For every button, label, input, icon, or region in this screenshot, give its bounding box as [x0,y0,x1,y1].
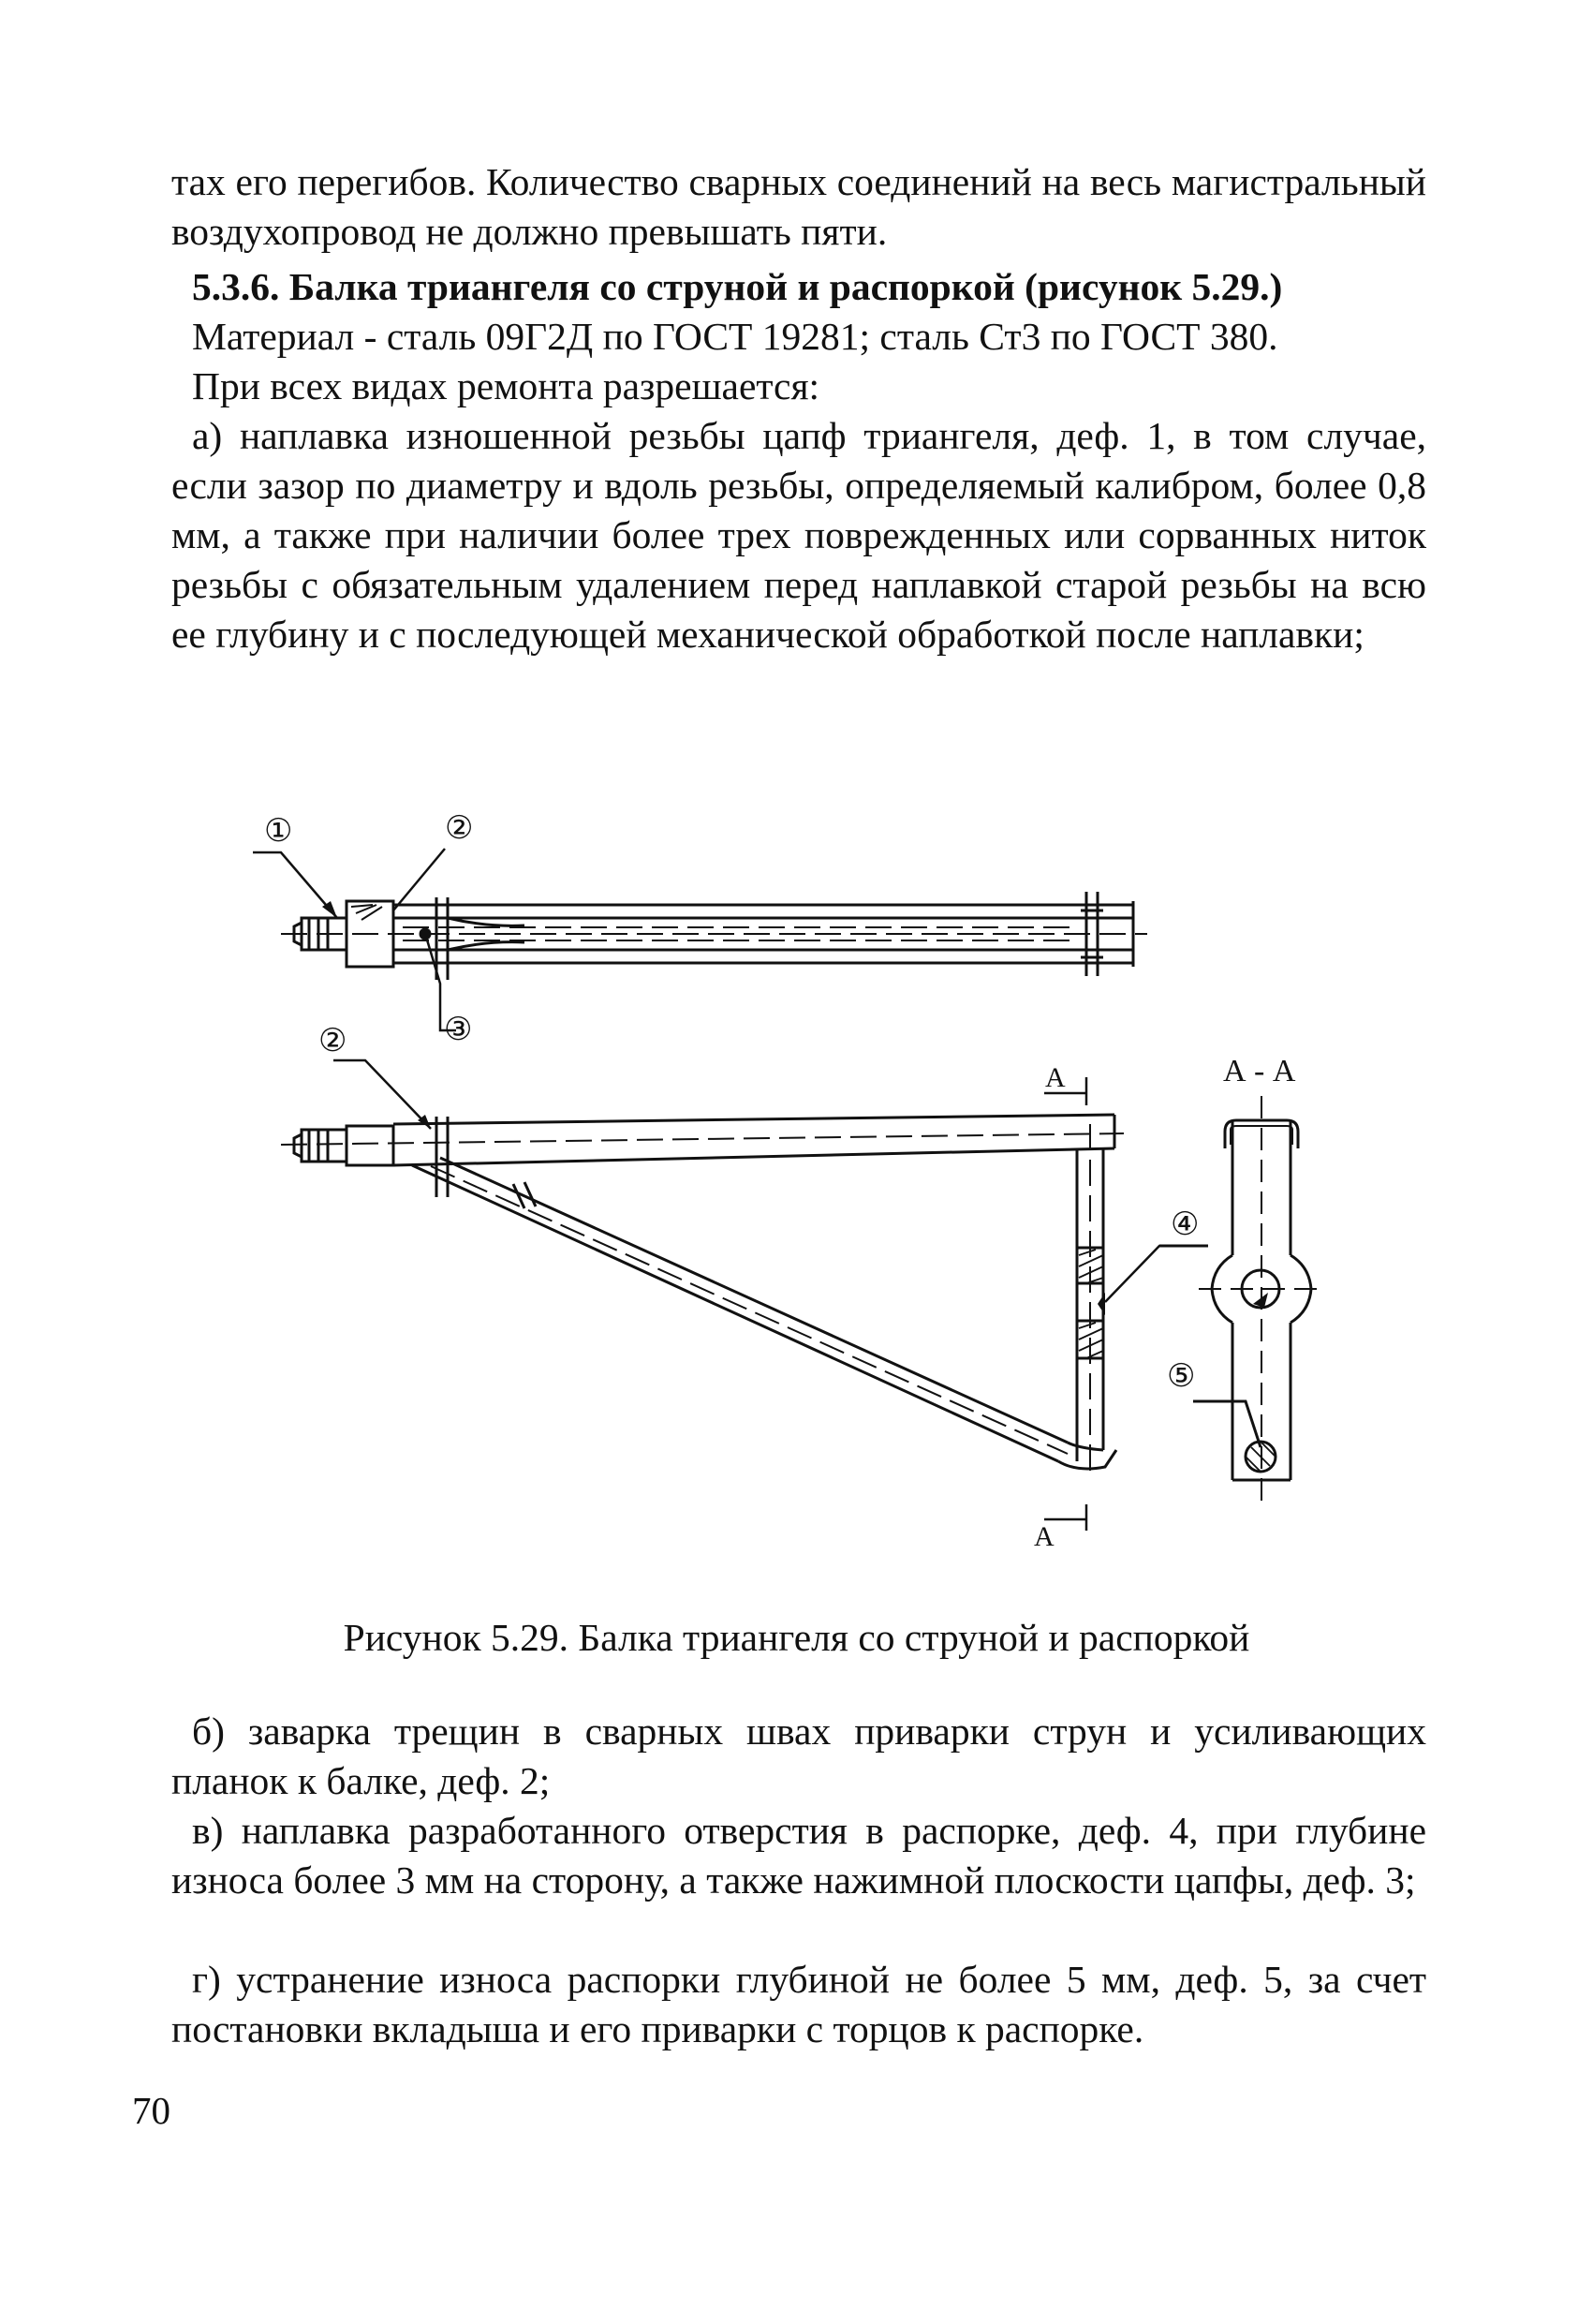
section-marker-bottom: А [1034,1521,1055,1552]
material-line: Материал - сталь 09Г2Д по ГОСТ 19281; сталь Ст3 по ГОСТ 380. [192,315,1278,358]
section-view-title: А - А [1223,1054,1296,1088]
thread-stub-top [302,918,347,950]
figure-caption: Рисунок 5.29. Балка триангеля со струной и распоркой [343,1616,1250,1659]
callout-2-side: ② [318,1024,347,1058]
callout-4: ④ [1171,1207,1200,1242]
callout-5: ⑤ [1167,1359,1196,1394]
item-b-paragraph: б) заварка трещин в сварных швах приварки струн и усиливающих планок к балке, деф. 2; [171,1710,1426,1802]
item-v-paragraph: в) наплавка разработанного отверстия в распорке, деф. 4, при глубине износа более 3 мм на сторону, а также нажимной плоскости цапфы, деф. 3; [171,1809,1426,1902]
item-a-paragraph: а) наплавка изношенной резьбы цапф триангеля, деф. 1, в том случае, если зазор по диаметру и вдоль резьбы, определяемый калибром, более 0,8 мм, а также при наличии более трех поврежденных или сорванных ниток резьбы с обязательным удалением перед наплавкой старой резьбы на всю ее глубину и с последующей механической обработкой после наплавки; [171,414,1426,656]
repair-intro: При всех видах ремонта разрешается: [192,364,820,407]
thread-tip-top [294,923,302,945]
callout-3-top: ③ [444,1013,473,1047]
callout-1-top: ① [264,814,293,849]
item-g-paragraph: г) устранение износа распорки глубиной не более 5 мм, деф. 5, за счет постановки вкладыша и его приварки с торцов к распорке. [171,1958,1426,2050]
section-heading: 5.3.6. Балка триангеля со струной и распоркой (рисунок 5.29.) [192,265,1283,308]
section-marker-top: А [1045,1062,1066,1093]
callout-2-top: ② [445,811,474,846]
page-number: 70 [132,2089,170,2132]
intro-paragraph: тах его перегибов. Количество сварных соединений на весь магистральный воздухопровод не должно превышать пяти. [171,160,1426,253]
